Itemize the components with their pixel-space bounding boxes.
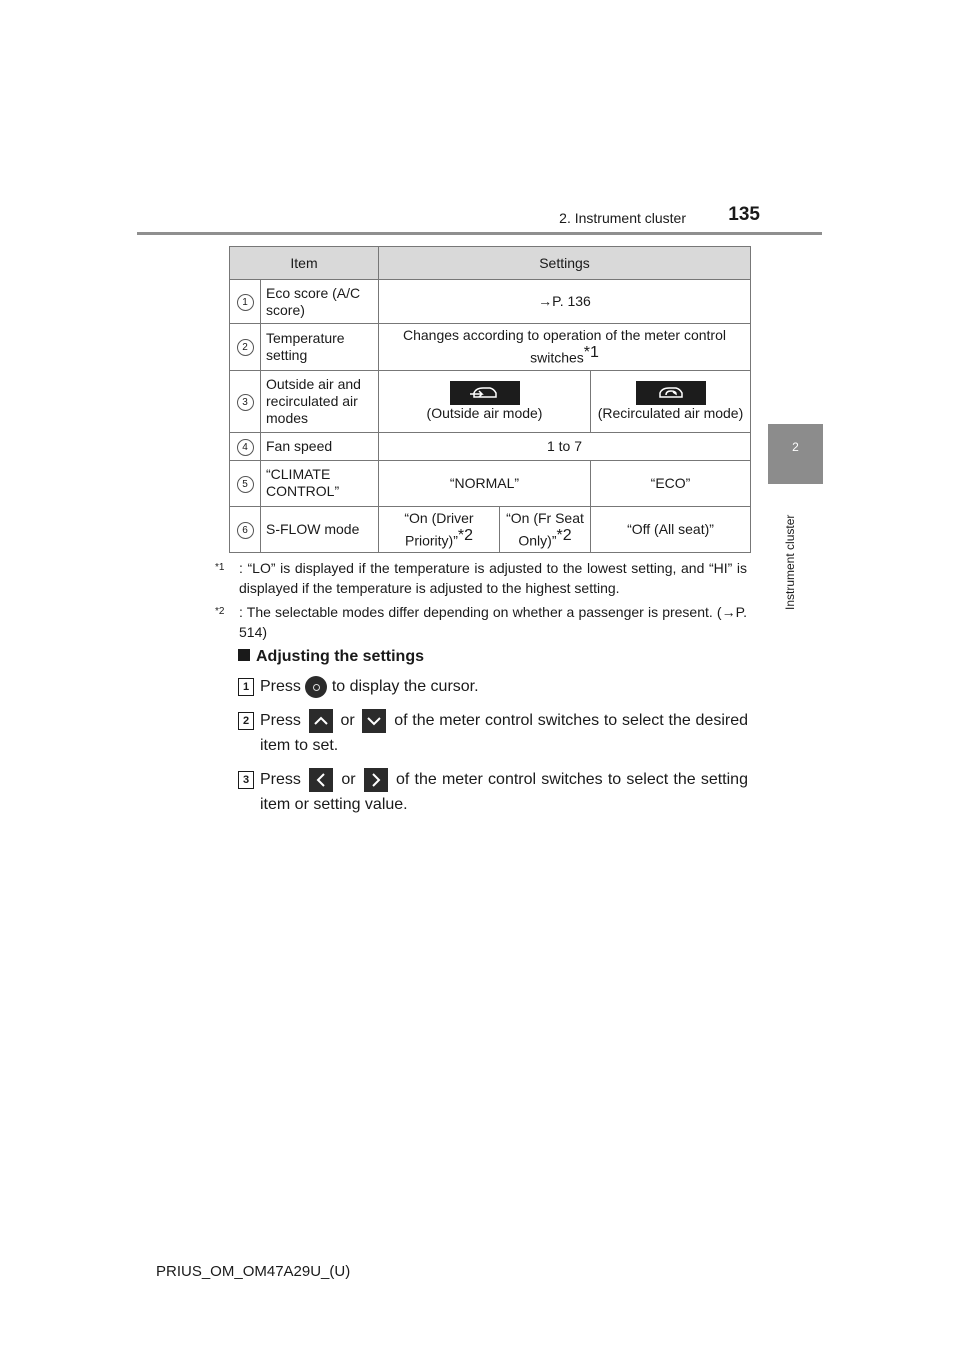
- section-heading-text: Adjusting the settings: [256, 648, 424, 665]
- footnote-ref: *2: [556, 526, 572, 544]
- step-text: Press: [260, 712, 301, 729]
- step-number: 2: [238, 712, 254, 730]
- left-arrow-icon: [309, 768, 333, 792]
- up-arrow-icon: [309, 709, 333, 733]
- footnote-text: : “LO” is displayed if the temperature is adjusted to the lowest setting, and “HI” is displayed if the temperature is adjusted to the highest setting.: [239, 560, 747, 596]
- section-title: 2. Instrument cluster: [559, 210, 686, 226]
- option-label: “On (Fr Seat Only)”: [506, 509, 584, 549]
- option-label: “On (Driver Priority)”: [404, 509, 474, 549]
- row-item: Fan speed: [261, 432, 379, 460]
- footnote: [215, 602, 747, 642]
- table-row: [230, 506, 751, 553]
- step-number: 1: [238, 678, 254, 696]
- section-heading: [238, 648, 748, 666]
- ok-button-icon: [305, 676, 327, 698]
- footnote-ref: *2: [457, 526, 473, 544]
- row-item: “CLIMATE CONTROL”: [261, 460, 379, 506]
- right-arrow-icon: [364, 768, 388, 792]
- row-option: “NORMAL”: [379, 460, 591, 506]
- step-text: of the meter control switches to select the setting item or setting value.: [260, 771, 748, 813]
- footnote-mark: *1: [215, 562, 225, 573]
- row-value: 1 to 7: [379, 432, 751, 460]
- row-number: 2: [237, 339, 254, 356]
- header-rule: [137, 232, 822, 235]
- page-number: 135: [728, 204, 760, 225]
- down-arrow-icon: [362, 709, 386, 733]
- header-settings: Settings: [379, 247, 751, 280]
- page-header: [0, 200, 960, 240]
- recirculated-air-icon: [636, 381, 706, 405]
- row-number: 1: [237, 294, 254, 311]
- row-number: 4: [237, 439, 254, 456]
- row-number: 3: [237, 394, 254, 411]
- step-text: or: [341, 771, 356, 788]
- adjust-section: [238, 648, 748, 826]
- footer-code: PRIUS_OM_OM47A29U_(U): [156, 1263, 351, 1280]
- chapter-label: [781, 490, 801, 610]
- table-row: [230, 370, 751, 432]
- row-number: 5: [237, 476, 254, 493]
- square-bullet-icon: [238, 649, 250, 661]
- row-option: “Off (All seat)”: [591, 506, 751, 553]
- table-row: [230, 280, 751, 324]
- settings-table: [229, 246, 751, 553]
- chapter-tab: [768, 424, 823, 484]
- table-row: [230, 324, 751, 371]
- row-item: S-FLOW mode: [261, 506, 379, 553]
- chapter-number: 2: [792, 440, 799, 454]
- chapter-label-text: Instrument cluster: [783, 514, 797, 610]
- table-row: [230, 460, 751, 506]
- row-number: 6: [237, 522, 254, 539]
- row-value: →P. 136: [379, 280, 751, 324]
- step: [238, 674, 748, 699]
- option-label: (Outside air mode): [426, 404, 543, 421]
- table-row: [230, 432, 751, 460]
- footnote-mark: *2: [215, 606, 225, 617]
- footnote-text: : The selectable modes differ depending on whether a passenger is present. (→P. 514): [239, 604, 747, 640]
- step-text: to display the cursor.: [331, 678, 479, 695]
- step: [238, 767, 748, 817]
- row-option: [500, 506, 591, 553]
- row-option: “ECO”: [591, 460, 751, 506]
- step-text: or: [340, 712, 355, 729]
- outside-air-icon: [450, 381, 520, 405]
- footnotes: [215, 558, 747, 646]
- option-label: (Recirculated air mode): [597, 404, 744, 421]
- step: [238, 708, 748, 758]
- row-item: Outside air and recirculated air modes: [261, 370, 379, 432]
- row-value-text: Changes according to operation of the meter control switches: [403, 327, 726, 366]
- header-item: Item: [230, 247, 379, 280]
- step-number: 3: [238, 771, 254, 789]
- table-header-row: [230, 247, 751, 280]
- row-item: Temperature setting: [261, 324, 379, 371]
- step-text: Press: [260, 678, 301, 695]
- step-text: Press: [260, 771, 301, 788]
- footnote: [215, 558, 747, 598]
- row-value: [379, 324, 751, 371]
- footnote-ref: *1: [583, 344, 599, 361]
- row-item: Eco score (A/C score): [261, 280, 379, 324]
- row-option: [379, 370, 591, 432]
- row-option: [379, 506, 500, 553]
- step-text: of the meter control switches to select the desired item to set.: [260, 712, 748, 754]
- row-option: [591, 370, 751, 432]
